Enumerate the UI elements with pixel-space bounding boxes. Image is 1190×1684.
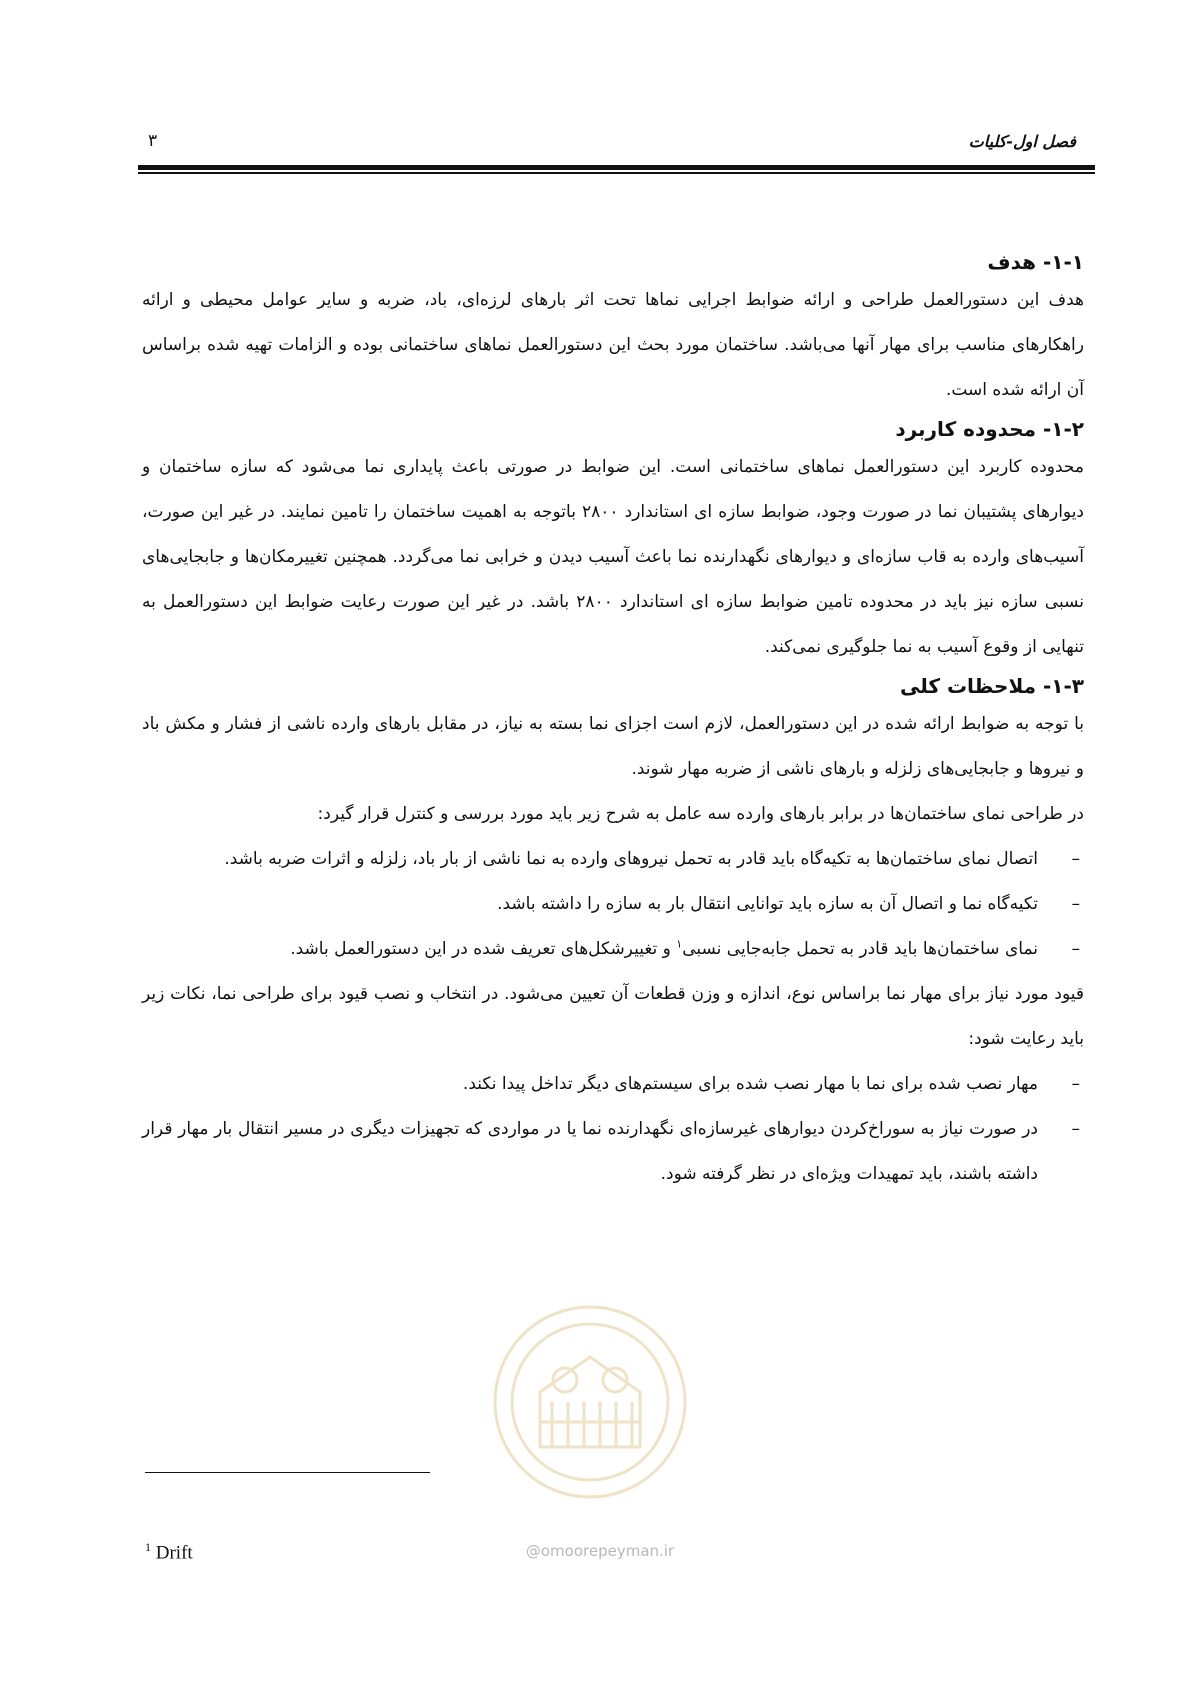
control-factors-list (142, 837, 1084, 972)
section-heading-scope: ۱-۲- محدوده کاربرد (895, 417, 1084, 441)
list-item-text: اتصال نمای ساختمان‌ها به تکیه‌گاه باید قادر به تحمل نیروهای وارده به نما ناشی از بار باد، زلزله و اثرات ضربه باشد. (224, 849, 1038, 869)
list-item (142, 882, 1084, 927)
chapter-title: فصل اول-کلیات (968, 132, 1076, 151)
general-notes-paragraph-1: با توجه به ضوابط ارائه شده در این دستورالعمل، لازم است اجزای نما بسته به نیاز، در مقابل بارهای وارده ناشی از فشار و مکش باد و نیروها و جابجایی‌های زلزله و بارهای ناشی از ضربه مهار شوند. (142, 714, 1084, 779)
footnote (145, 1540, 193, 1564)
footnote-text: Drift (155, 1542, 193, 1564)
section-heading-objective: ۱-۱- هدف (987, 250, 1084, 274)
list-item (142, 1107, 1084, 1197)
header-rule-thick (138, 165, 1095, 170)
list-item-text: در صورت نیاز به سوراخ‌کردن دیوارهای غیرسازه‌ای نگهدارنده نما یا در مواردی که تجهیزات دیگری در مسیر انتقال بار مهار قرار داشته باشند، باید تمهیدات ویژه‌ای در نظر گرفته شود. (142, 1119, 1038, 1184)
list-item (142, 837, 1084, 882)
watermark-seal-icon (480, 1272, 700, 1562)
body-content (142, 246, 1084, 1197)
objective-paragraph: هدف این دستورالعمل طراحی و ارائه ضوابط اجرایی نماها تحت اثر بارهای لرزه‌ای، باد، ضربه و سایر عوامل محیطی و ارائه راهکارهای مناسب برای مهار آنها می‌باشد. ساختمان مورد بحث این دستورالعمل نماهای ساختمانی بوده و الزامات تهیه شده براساس آن ارائه شده است. (142, 290, 1084, 400)
general-notes-paragraph-3: قیود مورد نیاز برای مهار نما براساس نوع، اندازه و وزن قطعات آن تعیین می‌شود. در انتخاب و نصب قیود برای طراحی نما، نکات زیر باید رعایت شود: (142, 984, 1084, 1049)
general-notes-paragraph-2: در طراحی نمای ساختمان‌ها در برابر بارهای وارده سه عامل به شرح زیر باید مورد بررسی و کنترل قرار گیرد: (317, 804, 1084, 824)
dash-bullet: – (1071, 1074, 1080, 1094)
footnote-separator (145, 1472, 430, 1473)
list-item-text: مهار نصب شده برای نما با مهار نصب شده برای سیستم‌های دیگر تداخل پیدا نکند. (462, 1074, 1038, 1094)
dash-bullet: – (1071, 939, 1080, 959)
anchorage-notes-list (142, 1062, 1084, 1197)
dash-bullet: – (1071, 894, 1080, 914)
list-item-text-before-footnote: نمای ساختمان‌ها باید قادر به تحمل جابه‌جایی نسبی (682, 939, 1038, 959)
list-item-text-after-footnote: و تغییرشکل‌های تعریف شده در این دستورالعمل باشد. (290, 939, 677, 959)
section-heading-general-notes: ۱-۳- ملاحظات کلی (899, 674, 1084, 698)
list-item (142, 927, 1084, 972)
footnote-marker: 1 (145, 1540, 151, 1554)
list-item (142, 1062, 1084, 1107)
dash-bullet: – (1071, 849, 1080, 869)
page-number: ۳ (148, 131, 158, 151)
header-rule-thin (138, 172, 1095, 174)
scope-paragraph: محدوده کاربرد این دستورالعمل نماهای ساختمانی است. این ضوابط در صورتی باعث پایداری نما می‌شود که سازه ساختمان و دیوارهای پشتیبان نما در صورت وجود، ضوابط سازه ای استاندارد ۲۸۰۰ باتوجه به اهمیت ساختمان را تامین نمایند. در غیر این صورت، آسیب‌های وارده به قاب سازه‌ای و دیوارهای نگهدارنده نما باعث آسیب دیدن و خرابی نما می‌گردد. همچنین تغییرمکان‌ها و جابجایی‌های نسبی سازه نیز باید در محدوده تامین ضوابط سازه ای استاندارد ۲۸۰۰ باشد. در غیر این صورت رعایت ضوابط این دستورالعمل به تنهایی از وقوع آسیب به نما جلوگیری نمی‌کند. (142, 457, 1084, 657)
footnote-reference[interactable]: ۱ (676, 937, 683, 951)
list-item-text: تکیه‌گاه نما و اتصال آن به سازه باید توانایی انتقال بار به سازه را داشته باشد. (497, 894, 1038, 914)
watermark-text: @omoorepeyman.ir (525, 1542, 675, 1560)
dash-bullet: – (1071, 1119, 1080, 1139)
